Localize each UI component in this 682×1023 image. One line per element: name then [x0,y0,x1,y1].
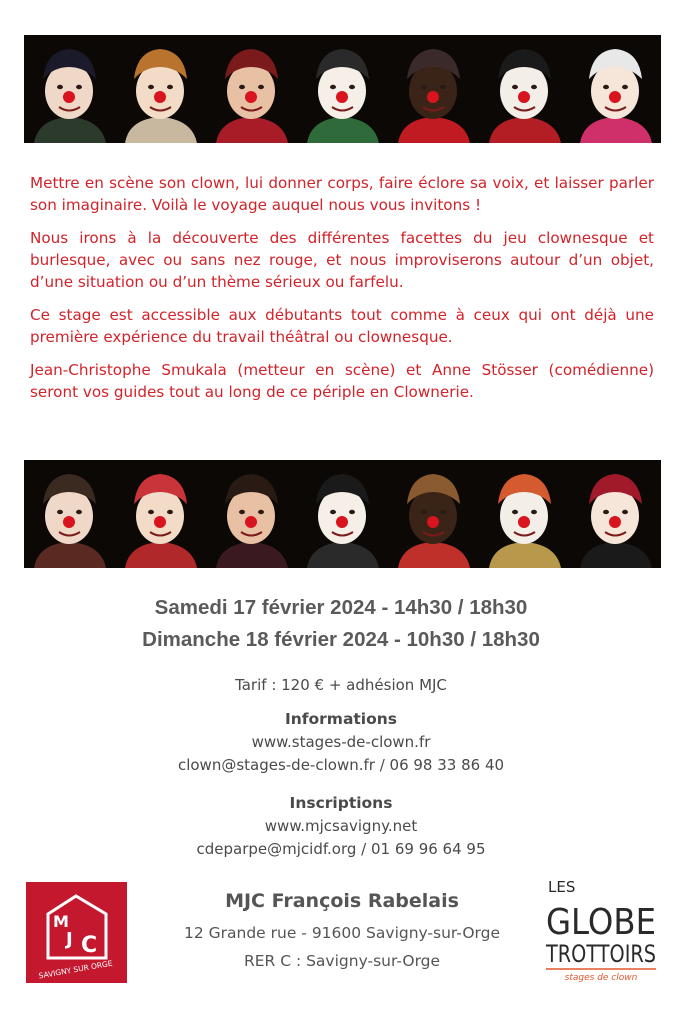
globe-logo-line1: LES [548,878,576,896]
clown-portrait [115,460,206,568]
intro-paragraph: Ce stage est accessible aux débutants tout comme à ceux qui ont déjà une première expérience du travail théâtral ou clownesque. [30,306,654,346]
clown-portrait [24,460,115,568]
informations-website-link[interactable]: www.stages-de-clown.fr [251,733,431,751]
inscriptions-heading: Inscriptions [289,794,393,812]
globe-trottoirs-logo-icon [540,876,660,986]
venue-address: 12 Grande rue - 91600 Savigny-sur-Orge [183,924,501,942]
mjc-logo-caption: SAVIGNY SUR ORGE [37,958,114,981]
schedule-day1: Samedi 17 février 2024 - 14h30 / 18h30 [154,596,528,619]
clown-portrait [570,35,661,143]
venue-name: MJC François Rabelais [225,890,459,912]
mjc-logo-icon [26,882,127,983]
clown-portrait [206,35,297,143]
intro-paragraph: Jean-Christophe Smukala (metteur en scène) et Anne Stösser (comédienne) seront vos guides tout au long de ce périple en Clownerie. [30,361,654,401]
clown-portrait [206,460,297,568]
clown-portrait [115,35,206,143]
clown-portrait [297,35,388,143]
clown-portrait [479,460,570,568]
intro-paragraph: Nous irons à la découverte des différentes facettes du jeu clownesque et burlesque, avec ou sans nez rouge, et nous improviserons autour d’un objet, d’une situation ou d’un thème sérieux ou farfelu. [30,229,654,291]
venue-transport: RER C : Savigny-sur-Orge [243,952,441,970]
clown-portrait [24,35,115,143]
globe-logo-tagline: stages de clown [564,973,638,983]
mjc-logo-letter: M [53,912,69,931]
inscriptions-contact[interactable]: cdeparpe@mjcidf.org / 01 69 96 64 95 [196,840,486,858]
clown-photo-strip-bottom [24,460,661,568]
inscriptions-website-link[interactable]: www.mjcsavigny.net [264,817,418,835]
clown-portrait [297,460,388,568]
informations-contact[interactable]: clown@stages-de-clown.fr / 06 98 33 86 40 [177,756,505,774]
intro-paragraph: Mettre en scène son clown, lui donner corps, faire éclore sa voix, et laisser parler son imaginaire. Voilà le voyage auquel nous vous invitons ! [30,174,654,214]
intro-text [30,172,654,414]
clown-portrait [388,35,479,143]
informations-heading: Informations [284,710,398,728]
tarif: Tarif : 120 € + adhésion MJC [235,676,447,694]
clown-portrait [479,35,570,143]
mjc-logo [26,882,127,983]
globe-logo-line3: TROTTOIRS [545,940,656,968]
clown-portrait [388,460,479,568]
clown-portrait [570,460,661,568]
globe-logo-line2: GLOBE [546,902,656,943]
schedule-day2: Dimanche 18 février 2024 - 10h30 / 18h30 [142,628,540,651]
clown-photo-strip-top [24,35,661,143]
mjc-logo-letter: C [81,933,98,958]
mjc-logo-letter: J [66,929,73,950]
globe-trottoirs-logo [540,876,660,986]
